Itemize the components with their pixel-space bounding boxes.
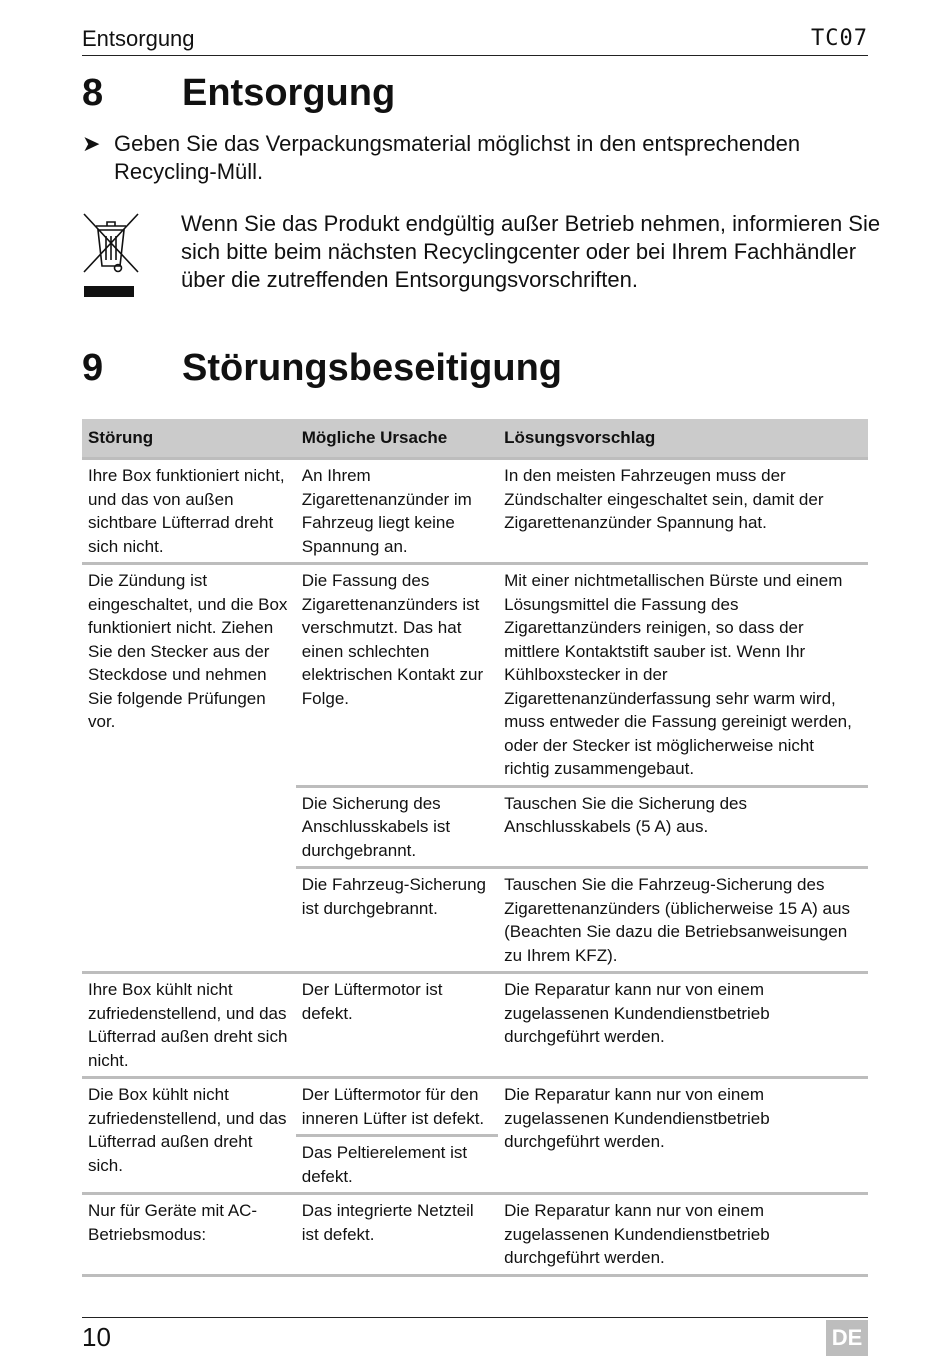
packaging-instruction-text: Geben Sie das Verpackungsmaterial möglichst in den entsprechenden Recycling-Müll. bbox=[114, 131, 801, 184]
solution-cell: Die Reparatur kann nur von einem zugelassenen Kundendienstbetrieb durchgeführt werden. bbox=[498, 973, 868, 1078]
cause-cell: Das integrierte Netzteil ist defekt. bbox=[296, 1194, 498, 1276]
table-row bbox=[82, 973, 868, 1078]
solution-cell: Die Reparatur kann nur von einem zugelassenen Kundendienstbetrieb durchgeführt werden. bbox=[498, 1194, 868, 1276]
section-8-number: 8 bbox=[82, 72, 104, 114]
table-row bbox=[82, 1078, 868, 1136]
language-badge: DE bbox=[826, 1320, 868, 1356]
fault-cell: Ihre Box kühlt nicht zufriedenstellend, und das Lüfterrad außen dreht sich nicht. bbox=[82, 973, 296, 1078]
running-header-model: TC07 bbox=[811, 26, 868, 51]
crossed-out-wheelie-bin-icon bbox=[80, 210, 142, 300]
solution-cell: Tauschen Sie die Sicherung des Anschlusskabels (5 A) aus. bbox=[498, 786, 868, 868]
column-header-fault: Störung bbox=[82, 419, 296, 459]
footer-rule bbox=[82, 1317, 868, 1318]
section-8-title: Entsorgung bbox=[182, 72, 396, 114]
running-header-section: Entsorgung bbox=[82, 26, 195, 51]
troubleshooting-table bbox=[82, 419, 868, 1277]
section-9-number: 9 bbox=[82, 347, 104, 389]
solution-cell: In den meisten Fahrzeugen muss der Zündschalter eingeschaltet sein, damit der Zigarettenanzünder Spannung hat. bbox=[498, 459, 868, 564]
table-row bbox=[82, 1194, 868, 1276]
cause-cell: Der Lüftermotor für den inneren Lüfter ist defekt. bbox=[296, 1078, 498, 1136]
section-9-heading bbox=[82, 347, 562, 390]
column-header-cause: Mögliche Ursache bbox=[296, 419, 498, 459]
solution-cell: Mit einer nichtmetallischen Bürste und einem Lösungsmittel die Fassung des Zigarettanzünders reinigen, so dass der mittlere Kontaktstift sauber ist. Wenn Ihr Kühlboxstecker in der Zigarettenanzünderfassung sehr warm wird, muss entweder die Fassung gereinigt werden, oder der Stecker ist möglicherweise nicht richtig zusammengebaut. bbox=[498, 564, 868, 787]
section-9-title: Störungsbeseitigung bbox=[182, 347, 562, 389]
fault-cell: Die Zündung ist eingeschaltet, und die Box funktioniert nicht. Ziehen Sie den Stecker aus der Steckdose und nehmen Sie folgende Prüfungen vor. bbox=[82, 564, 296, 973]
cause-cell: Die Fahrzeug-Sicherung ist durchgebrannt. bbox=[296, 868, 498, 973]
table-header-row bbox=[82, 419, 868, 459]
cause-cell: Der Lüftermotor ist defekt. bbox=[296, 973, 498, 1078]
solution-cell: Tauschen Sie die Fahrzeug-Sicherung des Zigarettenanzünders (üblicherweise 15 A) aus (Beachten Sie dazu die Betriebsanweisungen zu Ihrem KFZ). bbox=[498, 868, 868, 973]
fault-cell: Die Box kühlt nicht zufriedenstellend, und das Lüfterrad außen dreht sich. bbox=[82, 1078, 296, 1194]
cause-cell: Die Fassung des Zigarettenanzünders ist verschmutzt. Das hat einen schlechten elektrischen Kontakt zur Folge. bbox=[296, 564, 498, 787]
fault-cell: Nur für Geräte mit AC-Betriebsmodus: bbox=[82, 1194, 296, 1276]
solution-cell: Die Reparatur kann nur von einem zugelassenen Kundendienstbetrieb durchgeführt werden. bbox=[498, 1078, 868, 1194]
table-row bbox=[82, 564, 868, 787]
cause-cell: Das Peltierelement ist defekt. bbox=[296, 1136, 498, 1194]
disposal-note: Wenn Sie das Produkt endgültig außer Betrieb nehmen, informieren Sie sich bitte beim nächsten Recyclingcenter oder bei Ihrem Fachhändler über die zutreffenden Entsorgungsvorschriften. bbox=[181, 211, 881, 292]
section-8-heading bbox=[82, 72, 395, 115]
column-header-solution: Lösungsvorschlag bbox=[498, 419, 868, 459]
packaging-instruction bbox=[82, 130, 872, 186]
header-rule bbox=[82, 55, 868, 56]
arrow-bullet-icon: ➤ bbox=[82, 131, 101, 156]
table-row bbox=[82, 459, 868, 564]
fault-cell: Ihre Box funktioniert nicht, und das von außen sichtbare Lüfterrad dreht sich nicht. bbox=[82, 459, 296, 564]
cause-cell: Die Sicherung des Anschlusskabels ist durchgebrannt. bbox=[296, 786, 498, 868]
page-number: 10 bbox=[82, 1322, 111, 1352]
cause-cell: An Ihrem Zigarettenanzünder im Fahrzeug liegt keine Spannung an. bbox=[296, 459, 498, 564]
